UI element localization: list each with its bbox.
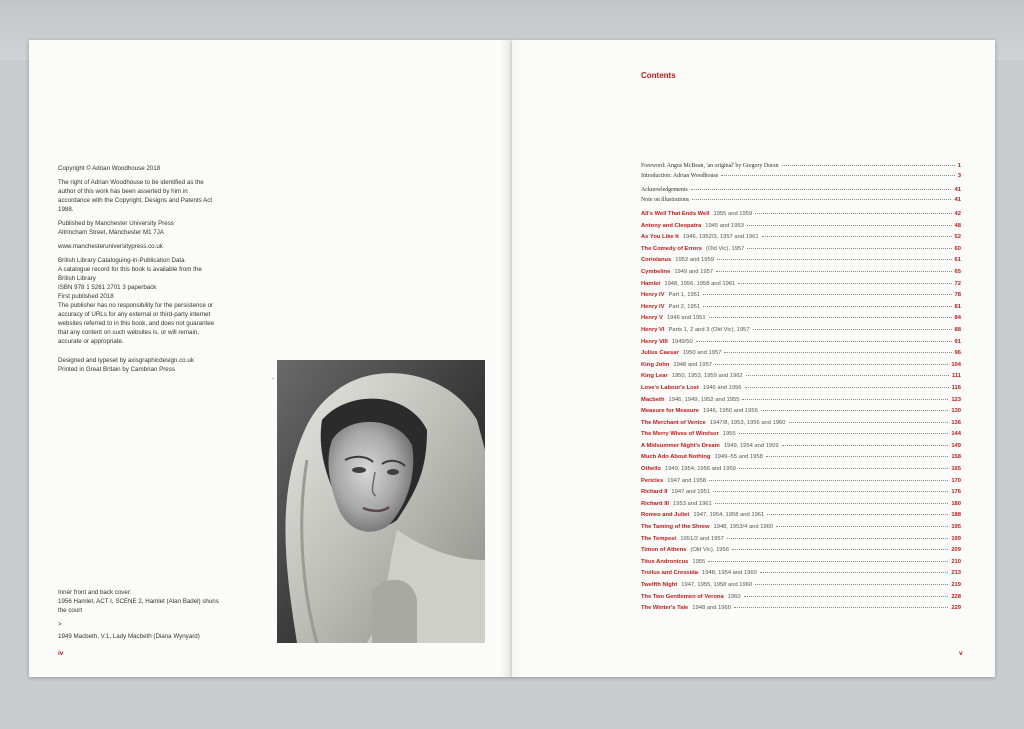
page-number: 48	[954, 222, 961, 229]
play-title: Richard III	[641, 500, 670, 507]
folio-left: iv	[58, 650, 64, 657]
front-matter-item	[641, 163, 961, 173]
play-title: Richard II	[641, 489, 668, 496]
production-years: 1950, 1953, 1959 and 1962	[671, 373, 743, 380]
url-disclaimer: The publisher has no responsibility for the persistence or accuracy of URLs for any external or third-party internet websites referred to in this book, and does not guarantee that any content on such websites is, or will remain, accurate or appropriate.	[58, 302, 215, 345]
design-credit: Designed and typeset by axisgraphicdesign.co.uk	[58, 357, 194, 364]
caption-hamlet: 1956 Hamlet, ACT I, SCENE 2, Hamlet (Alan Badel) shuns the court	[58, 598, 219, 614]
production-years: (Old Vic), 1957	[705, 245, 745, 252]
play-title: Henry IV	[641, 303, 665, 310]
publisher-line: Published by Manchester University Press	[58, 220, 174, 227]
page-number: 213	[951, 570, 961, 577]
production-years: 1955	[722, 431, 736, 438]
play-title: The Merchant of Venice	[641, 419, 706, 426]
play-title: The Two Gentlemen of Verona	[641, 593, 724, 600]
leader-dots	[742, 399, 948, 400]
leader-dots	[753, 329, 952, 330]
contents-entry	[641, 223, 961, 235]
page-number: 209	[951, 547, 961, 554]
production-years: 1946 and 1951	[666, 315, 706, 322]
leader-dots	[782, 165, 955, 166]
page-number: 52	[954, 234, 961, 241]
contents-entry	[641, 339, 961, 351]
contents-entry	[641, 559, 961, 571]
leader-dots	[766, 456, 949, 457]
contents-entry	[641, 466, 961, 478]
production-years: 1960	[727, 593, 741, 600]
leader-dots	[747, 248, 951, 249]
contents-entry	[641, 489, 961, 501]
contents-entry	[641, 350, 961, 362]
contents-entry	[641, 582, 961, 594]
contents-entry	[641, 524, 961, 536]
play-title: Julius Caesar	[641, 350, 679, 357]
page-number: 78	[954, 292, 961, 299]
front-matter-title: Note on illustrations	[641, 197, 690, 203]
contents-entry	[641, 304, 961, 316]
isbn-line: ISBN 978 1 5261 2701 3 paperback	[58, 284, 157, 291]
production-years: 1948 and 1960	[692, 605, 731, 612]
publisher-website: www.manchesteruniversitypress.co.uk	[58, 243, 163, 250]
contents-entry	[641, 512, 961, 524]
leader-dots	[782, 445, 949, 446]
page-number: 144	[951, 431, 961, 438]
production-years: 1953 and 1961	[673, 500, 712, 507]
production-years: 1948, 1956, 1958 and 1961	[664, 280, 736, 287]
right-page	[512, 40, 995, 677]
leader-dots	[727, 538, 948, 539]
contents-entry	[641, 570, 961, 582]
contents-entry	[641, 373, 961, 385]
play-title: King John	[641, 361, 670, 368]
play-title: The Comedy of Errors	[641, 245, 702, 252]
play-title: Coriolanus	[641, 257, 672, 264]
leader-dots	[703, 306, 951, 307]
leader-dots	[734, 607, 948, 608]
production-years: 1951/2 and 1957	[680, 535, 724, 542]
leader-dots	[739, 468, 948, 469]
production-years: 1945 and 1953	[705, 222, 744, 229]
contents-entry	[641, 292, 961, 304]
contents-entry	[641, 362, 961, 374]
production-years: 1947, 1954, 1958 and 1961	[693, 512, 765, 519]
contents-entry	[641, 408, 961, 420]
page-number: 219	[951, 582, 961, 588]
contents-entry	[641, 246, 961, 258]
production-years: Parts 1, 2 and 3 (Old Vic), 1957	[668, 326, 750, 333]
page-number: 210	[951, 558, 961, 565]
production-years: 1947, 1955, 1958 and 1960	[681, 582, 753, 588]
leader-dots	[696, 341, 952, 342]
play-title: Henry V	[641, 315, 663, 322]
page-number: 228	[951, 593, 961, 600]
front-matter-item	[641, 173, 961, 183]
play-title: All's Well That Ends Well	[641, 211, 710, 217]
page-number: 104	[951, 361, 961, 368]
contents-entry	[641, 257, 961, 269]
production-years: (Old Vic), 1956	[690, 547, 729, 554]
play-title: The Merry Wives of Windsor	[641, 431, 719, 438]
contents-entry	[641, 234, 961, 246]
production-years: 1946, 1952/3, 1957 and 1961	[682, 234, 759, 241]
page-number: 195	[951, 524, 961, 531]
page-number: 170	[951, 477, 961, 484]
production-years: 1946, 1950 and 1956	[703, 408, 758, 415]
contents-entry	[641, 443, 961, 455]
play-title: Macbeth	[641, 396, 665, 403]
contents-entry	[641, 478, 961, 490]
page-number: 180	[951, 500, 961, 507]
leader-dots	[708, 561, 948, 562]
page-number: 41	[954, 197, 961, 203]
contents-entry	[641, 211, 961, 223]
play-title: Cymbeline	[641, 268, 671, 275]
play-title: Antony and Cleopatra	[641, 222, 702, 229]
play-title: Twelfth Night	[641, 582, 678, 588]
leader-dots	[732, 549, 948, 550]
leader-dots	[739, 433, 949, 434]
page-number: 116	[951, 384, 961, 391]
leader-dots	[761, 410, 949, 411]
page-number: 136	[951, 419, 961, 426]
play-title: As You Like It	[641, 234, 679, 241]
contents-title: Contents	[641, 71, 676, 80]
leader-dots	[717, 259, 952, 260]
leader-dots	[746, 375, 949, 376]
cip-statement: A catalogue record for this book is available from the British Library	[58, 266, 202, 282]
page-number: 188	[951, 512, 961, 519]
portrait-image	[277, 360, 485, 643]
production-years: 1949, 1954 and 1959	[723, 442, 779, 449]
front-matter-item	[641, 187, 961, 197]
play-title: Measure for Measure	[641, 408, 699, 415]
production-years: 1948, 1954 and 1960	[702, 570, 757, 577]
leader-dots	[767, 514, 948, 515]
production-years: 1955 and 1959	[713, 211, 753, 217]
leader-dots	[724, 352, 951, 353]
page-number: 96	[954, 350, 961, 357]
contents-entry	[641, 605, 961, 617]
play-title: Much Ado About Nothing	[641, 454, 711, 461]
production-years: 1947/8, 1953, 1956 and 1960	[709, 419, 786, 426]
production-years: 1948 and 1957	[673, 361, 713, 368]
leader-dots	[738, 283, 951, 284]
contents-entry	[641, 315, 961, 327]
first-published: First published 2018	[58, 293, 114, 300]
page-number: 111	[951, 373, 961, 380]
play-title: Hamlet	[641, 280, 661, 287]
page-number: 229	[951, 605, 961, 612]
contents-entry	[641, 547, 961, 559]
page-number: 41	[954, 187, 961, 193]
play-title: Romeo and Juliet	[641, 512, 690, 519]
page-number: 91	[954, 338, 961, 345]
leader-dots	[692, 199, 951, 200]
contents-entry	[641, 501, 961, 513]
production-years: 1948, 1953/4 and 1960	[713, 524, 774, 531]
leader-dots	[709, 480, 948, 481]
production-years: 1949–55 and 1958	[714, 454, 763, 461]
table-of-contents	[641, 163, 961, 617]
production-years: 1947 and 1958	[667, 477, 706, 484]
play-title: Henry VIII	[641, 338, 668, 345]
publisher-address: Altrincham Street, Manchester M1 7JA	[58, 229, 164, 236]
caption-macbeth: 1949 Macbeth, V.1, Lady Macbeth (Diana Wynyard)	[58, 633, 200, 640]
contents-entry	[641, 454, 961, 466]
leader-dots	[745, 387, 949, 388]
page-number: 88	[954, 326, 961, 333]
play-title: Henry VI	[641, 326, 665, 333]
production-years: 1955	[692, 558, 706, 565]
page-number: 149	[951, 442, 961, 449]
page-number: 1	[957, 163, 961, 169]
page-number: 72	[954, 280, 961, 287]
play-title: King Lear	[641, 373, 668, 380]
production-years: 1952 and 1959	[675, 257, 714, 264]
tick-mark: -	[272, 376, 274, 382]
caption-heading: Inner front and back cover:	[58, 589, 132, 596]
leader-dots	[789, 422, 949, 423]
play-title: Titus Andronicus	[641, 558, 689, 565]
play-title: The Taming of the Shrew	[641, 524, 710, 531]
book-gutter	[500, 40, 524, 677]
leader-dots	[776, 526, 948, 527]
imprint-block	[58, 164, 218, 379]
leader-dots	[755, 213, 951, 214]
play-title: Othello	[641, 466, 661, 473]
caption-arrow: >	[58, 621, 62, 628]
leader-dots	[703, 294, 951, 295]
leader-dots	[755, 584, 948, 585]
left-page	[29, 40, 512, 677]
play-title: The Tempest	[641, 535, 677, 542]
front-matter-item	[641, 197, 961, 207]
page-number: 81	[954, 303, 961, 310]
production-years: 1946 and 1956	[702, 384, 742, 391]
leader-dots	[713, 491, 948, 492]
page-number: 123	[951, 396, 961, 403]
page-number: 42	[954, 211, 961, 217]
production-years: 1949/50	[671, 338, 693, 345]
leader-dots	[760, 572, 948, 573]
page-number: 165	[951, 466, 961, 473]
front-matter-list	[641, 163, 961, 207]
page-number: 65	[954, 268, 961, 275]
play-title: Pericles	[641, 477, 664, 484]
play-title: Timon of Athens	[641, 547, 687, 554]
leader-dots	[691, 189, 952, 190]
production-years: 1949, 1954, 1956 and 1959	[664, 466, 736, 473]
contents-entry	[641, 281, 961, 293]
leader-dots	[716, 271, 952, 272]
leader-dots	[721, 175, 954, 176]
printer-credit: Printed in Great Britain by Cambrian Press	[58, 366, 175, 373]
play-title: Love's Labour's Lost	[641, 384, 699, 391]
production-years: 1947 and 1951	[671, 489, 711, 496]
folio-right: v	[959, 650, 963, 657]
lady-macbeth-photo	[277, 360, 485, 643]
leader-dots	[747, 225, 952, 226]
page-number: 130	[951, 408, 961, 415]
leader-dots	[715, 364, 948, 365]
front-matter-title: Acknowledgements	[641, 187, 688, 193]
contents-entry	[641, 385, 961, 397]
leader-dots	[744, 596, 949, 597]
contents-entry	[641, 269, 961, 281]
leader-dots	[762, 236, 952, 237]
page-number: 60	[954, 245, 961, 252]
production-years: 1946, 1949, 1952 and 1955	[668, 396, 740, 403]
contents-entry	[641, 420, 961, 432]
page-number: 199	[951, 535, 961, 542]
cip-heading: British Library Cataloguing-in-Publication Data	[58, 257, 185, 264]
front-matter-title: Foreword: Angus McBean, 'an original' by Gregory Doran	[641, 163, 779, 169]
copyright-line: Copyright © Adrian Woodhouse 2018	[58, 165, 161, 172]
contents-entry	[641, 594, 961, 606]
front-matter-title: Introduction: Adrian Woodhouse	[641, 173, 719, 179]
contents-entry	[641, 536, 961, 548]
leader-dots	[715, 503, 949, 504]
play-title: Troilus and Cressida	[641, 570, 699, 577]
page-number: 84	[954, 315, 961, 322]
play-list	[641, 211, 961, 617]
production-years: 1950 and 1957	[682, 350, 722, 357]
production-years: Part 2, 1951	[668, 303, 701, 310]
contents-entry	[641, 397, 961, 409]
contents-entry	[641, 327, 961, 339]
production-years: 1949 and 1957	[674, 268, 714, 275]
contents-entry	[641, 431, 961, 443]
cover-caption	[58, 588, 228, 646]
page-number: 158	[951, 454, 961, 461]
page-number: 176	[951, 489, 961, 496]
page-number: 3	[957, 173, 961, 179]
play-title: Henry IV	[641, 292, 665, 299]
page-number: 61	[954, 257, 961, 264]
play-title: A Midsummer Night's Dream	[641, 442, 720, 449]
play-title: The Winter's Tale	[641, 605, 689, 612]
leader-dots	[709, 317, 952, 318]
rights-statement: The right of Adrian Woodhouse to be identified as the author of this work has been asserted by him in accordance with the Copyright, Designs and Patents Act 1988.	[58, 179, 213, 213]
production-years: Part 1, 1951	[668, 292, 701, 299]
